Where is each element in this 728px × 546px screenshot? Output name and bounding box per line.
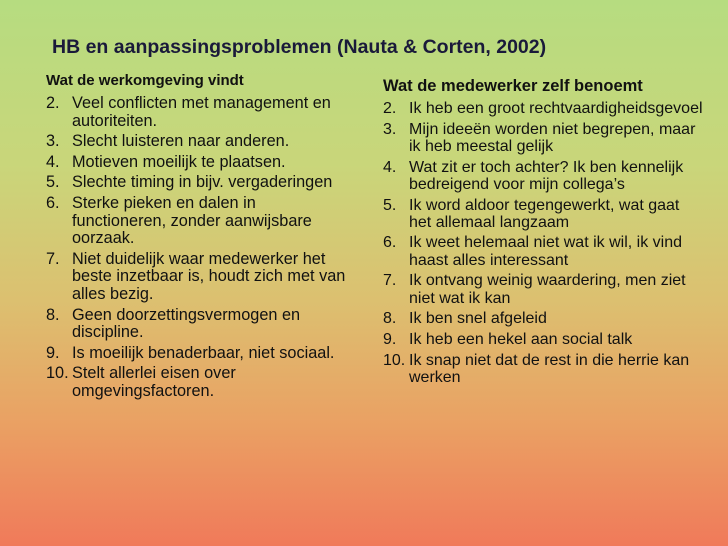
item-number: 7. [383,272,397,290]
list-item [46,195,351,248]
left-column-heading: Wat de werkomgeving vindt [46,72,244,89]
item-number: 5. [383,196,397,214]
list-item [46,95,351,130]
item-text: Niet duidelijk waar medewerker het beste inzetbaar is, houdt zich met van alles bezig. [72,249,346,303]
item-number: 9. [46,343,60,362]
item-text: Ik ben snel afgeleid [409,310,547,328]
list-item [46,307,351,342]
item-number: 9. [383,330,397,348]
item-text: Ik weet helemaal niet wat ik wil, ik vind haast alles interessant [409,234,682,269]
list-item [46,251,351,304]
item-number: 3. [46,132,60,151]
item-text: Veel conflicten met management en autoriteiten. [72,94,331,130]
item-number: 6. [383,234,397,252]
right-list [383,100,703,386]
slide-title: HB en aanpassingsproblemen (Nauta & Corten, 2002) [52,36,547,58]
right-column-heading: Wat de medewerker zelf benoemt [383,77,643,95]
list-item [383,159,703,193]
item-text: Mijn ideeën worden niet begrepen, maar ik heb meestal gelijk [409,120,696,155]
item-number: 2. [383,100,397,117]
item-number: 8. [383,310,397,328]
item-number: 6. [46,193,60,212]
item-text: Wat zit er toch achter? Ik ben kennelijk bedreigend voor mijn collega’s [409,158,684,193]
item-text: Ik snap niet dat de rest in die herrie kan werken [409,351,690,386]
item-number: 4. [46,152,60,171]
list-item [383,331,703,348]
list-item [383,234,703,268]
list-item [383,121,703,155]
list-item [383,310,703,327]
left-column [46,72,351,404]
list-item [383,100,703,117]
item-text: Ik heb een hekel aan social talk [409,330,633,348]
item-number: 8. [46,305,60,324]
item-number: 5. [46,173,60,192]
item-text: Is moeilijk benaderbaar, niet sociaal. [72,343,335,362]
list-item [46,345,351,363]
item-text: Ik heb een groot rechtvaardigheidsgevoel [409,100,703,117]
item-text: Motieven moeilijk te plaatsen. [72,152,286,171]
list-item [46,365,351,400]
item-text: Stelt allerlei eisen over omgevingsfactoren. [72,364,236,400]
item-text: Sterke pieken en dalen in functioneren, zonder aanwijsbare oorzaak. [72,193,312,248]
item-text: Ik ontvang weinig waardering, men ziet niet wat ik kan [409,272,686,307]
item-number: 10. [46,364,69,383]
list-item [46,174,351,192]
item-text: Geen doorzettingsvermogen en discipline. [72,305,301,342]
item-number: 7. [46,249,60,268]
right-column [383,77,703,390]
list-item [383,272,703,306]
list-item [383,197,703,231]
item-number: 3. [383,120,397,138]
left-list [46,95,351,401]
list-item [46,154,351,172]
item-text: Slechte timing in bijv. vergaderingen [72,173,333,192]
item-text: Slecht luisteren naar anderen. [72,132,290,151]
item-text: Ik word aldoor tegengewerkt, wat gaat het allemaal langzaam [409,196,680,231]
item-number: 4. [383,158,397,176]
list-item [383,352,703,386]
item-number: 10. [383,351,406,369]
list-item [46,133,351,151]
item-number: 2. [46,94,60,112]
